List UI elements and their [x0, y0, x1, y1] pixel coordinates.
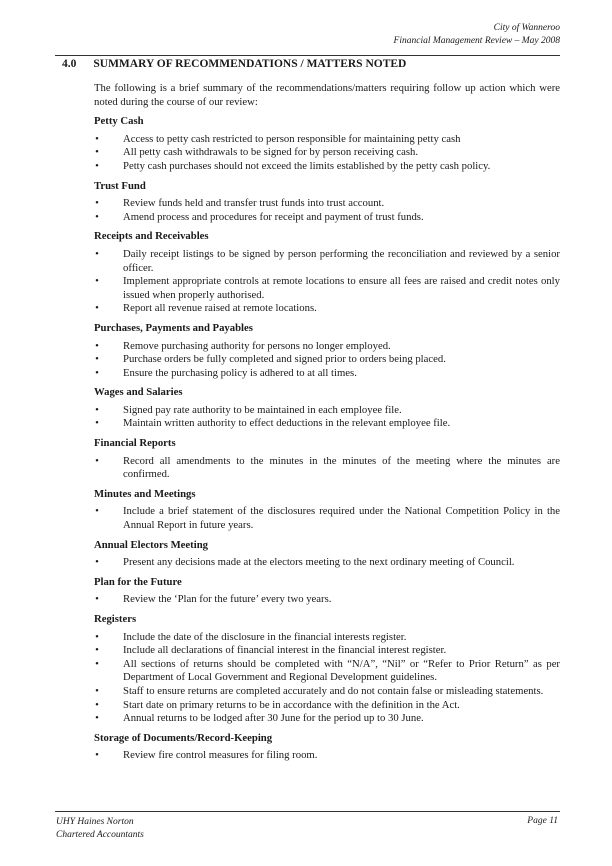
header-organisation: City of Wanneroo [493, 23, 560, 33]
bullet-icon: • [95, 630, 99, 643]
recommendation-section [94, 322, 560, 380]
list-item-text: Purchase orders be fully completed and signed prior to orders being placed. [123, 353, 446, 366]
list-item-text: Access to petty cash restricted to person responsible for maintaining petty cash [123, 132, 461, 145]
list-item-text: All sections of returns should be completed with “N/A”, “Nil” or “Refer to Prior Return” as per Department of Local Government and Regional Development guidelines. [123, 657, 560, 684]
recommendation-sections [94, 115, 560, 763]
section-number: 4.0 [62, 58, 77, 70]
list-item [94, 302, 560, 316]
recommendation-section [94, 386, 560, 431]
list-item [94, 417, 560, 431]
list-item-text: Remove purchasing authority for persons no longer employed. [123, 339, 391, 352]
list-item [94, 749, 560, 763]
bullet-list [94, 404, 560, 431]
bullet-icon: • [95, 197, 99, 210]
list-item [94, 593, 560, 607]
list-item-text: Start date on primary returns to be in accordance with the definition in the Act. [123, 698, 460, 711]
intro-paragraph: The following is a brief summary of the recommendations/matters requiring follow up action which were noted during the course of our review: [94, 82, 560, 108]
page-header [394, 22, 560, 48]
list-item-text: Annual returns to be lodged after 30 June for the period up to 30 June. [123, 712, 424, 725]
list-item [94, 211, 560, 225]
list-item-text: Daily receipt listings to be signed by person performing the reconciliation and reviewed by a senior officer. [123, 247, 560, 274]
list-item-text: Include the date of the disclosure in the financial interests register. [123, 630, 407, 643]
section-subheading: Registers [94, 613, 137, 625]
list-item-text: Implement appropriate controls at remote locations to ensure all fees are raised and credit notes only issued when properly authorised. [123, 275, 560, 301]
footer-firm-subtitle: Chartered Accountants [56, 830, 144, 840]
list-item [94, 146, 560, 160]
list-item [94, 404, 560, 418]
recommendation-section [94, 488, 560, 533]
list-item [94, 644, 560, 658]
list-item-text: Signed pay rate authority to be maintained in each employee file. [123, 403, 402, 416]
list-item [94, 353, 560, 367]
section-subheading: Financial Reports [94, 437, 176, 450]
bullet-icon: • [95, 146, 99, 159]
bullet-icon: • [95, 132, 99, 145]
bullet-icon: • [95, 698, 99, 711]
recommendation-section [94, 115, 560, 173]
section-heading [62, 58, 406, 70]
bullet-list [94, 556, 560, 570]
bullet-icon: • [95, 403, 99, 416]
bullet-list [94, 197, 560, 224]
recommendation-section [94, 539, 560, 570]
list-item-text: Report all revenue raised at remote locations. [123, 302, 317, 315]
bullet-list [94, 248, 560, 316]
footer-firm-name: UHY Haines Norton [56, 817, 134, 827]
section-subheading: Petty Cash [94, 115, 144, 128]
list-item [94, 556, 560, 570]
section-subheading: Receipts and Receivables [94, 230, 209, 243]
bullet-icon: • [95, 247, 99, 260]
list-item-text: Include a brief statement of the disclosures required under the National Competition Policy in the Annual Report in future years. [123, 505, 560, 532]
list-item [94, 712, 560, 726]
bullet-icon: • [95, 644, 99, 657]
recommendation-section [94, 180, 560, 225]
header-divider [55, 55, 560, 56]
bullet-list [94, 340, 560, 381]
list-item-text: All petty cash withdrawals to be signed for by person receiving cash. [123, 146, 419, 159]
list-item-text: Review the ‘Plan for the future’ every two years. [123, 593, 332, 606]
bullet-icon: • [95, 684, 99, 697]
bullet-icon: • [95, 302, 99, 315]
list-item-text: Include all declarations of financial interest in the financial interest register. [123, 644, 447, 657]
list-item [94, 160, 560, 174]
page-footer [56, 816, 144, 842]
bullet-icon: • [95, 339, 99, 352]
list-item [94, 367, 560, 381]
section-subheading: Purchases, Payments and Payables [94, 321, 253, 334]
list-item-text: Petty cash purchases should not exceed the limits established by the petty cash policy. [123, 159, 491, 172]
list-item [94, 340, 560, 354]
list-item-text: Review fire control measures for filing room. [123, 749, 318, 762]
section-subheading: Annual Electors Meeting [94, 538, 208, 551]
bullet-icon: • [95, 454, 99, 467]
section-subheading: Storage of Documents/Record-Keeping [94, 731, 273, 744]
recommendation-section [94, 576, 560, 607]
list-item-text: Staff to ensure returns are completed accurately and do not contain false or misleading statements. [123, 684, 544, 697]
list-item-text: Amend process and procedures for receipt and payment of trust funds. [123, 210, 424, 223]
list-item [94, 455, 560, 482]
bullet-icon: • [95, 366, 99, 379]
bullet-icon: • [95, 353, 99, 366]
list-item [94, 197, 560, 211]
section-subheading: Wages and Salaries [94, 386, 183, 399]
recommendation-section [94, 613, 560, 726]
bullet-icon: • [95, 275, 99, 288]
bullet-icon: • [95, 210, 99, 223]
list-item [94, 505, 560, 532]
list-item [94, 658, 560, 685]
bullet-icon: • [95, 712, 99, 725]
bullet-icon: • [95, 417, 99, 430]
bullet-list [94, 593, 560, 607]
list-item-text: Present any decisions made at the electors meeting to the next ordinary meeting of Council. [123, 556, 515, 569]
bullet-list [94, 133, 560, 174]
list-item-text: Maintain written authority to effect deductions in the relevant employee file. [123, 417, 451, 430]
section-subheading: Minutes and Meetings [94, 487, 196, 500]
list-item [94, 275, 560, 302]
bullet-icon: • [95, 593, 99, 606]
bullet-icon: • [95, 505, 99, 518]
recommendation-section [94, 437, 560, 482]
footer-divider [55, 811, 560, 812]
bullet-list [94, 455, 560, 482]
section-title: SUMMARY OF RECOMMENDATIONS / MATTERS NOTED [93, 58, 407, 70]
bullet-list [94, 631, 560, 726]
bullet-icon: • [95, 749, 99, 762]
list-item [94, 248, 560, 275]
recommendation-section [94, 732, 560, 763]
list-item [94, 699, 560, 713]
bullet-icon: • [95, 159, 99, 172]
list-item-text: Review funds held and transfer trust funds into trust account. [123, 197, 385, 210]
recommendation-section [94, 230, 560, 316]
header-report-title: Financial Management Review – May 2008 [393, 36, 560, 46]
list-item-text: Ensure the purchasing policy is adhered to at all times. [123, 366, 357, 379]
section-subheading: Trust Fund [94, 179, 146, 192]
bullet-list [94, 749, 560, 763]
bullet-list [94, 505, 560, 532]
list-item-text: Record all amendments to the minutes in the minutes of the meeting where the minutes are confirmed. [123, 454, 560, 481]
list-item [94, 685, 560, 699]
bullet-icon: • [95, 556, 99, 569]
page-number: Page 11 [527, 816, 558, 826]
section-subheading: Plan for the Future [94, 575, 182, 588]
bullet-icon: • [95, 657, 99, 670]
list-item [94, 133, 560, 147]
document-body [94, 82, 560, 769]
list-item [94, 631, 560, 645]
